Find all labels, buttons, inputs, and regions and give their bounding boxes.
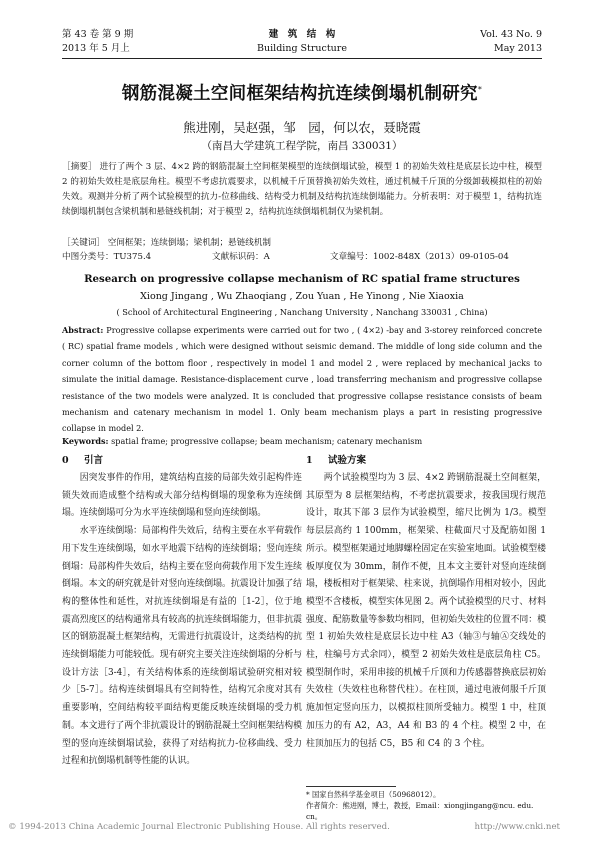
english-title: Research on progressive collapse mechanism of RC spatial frame structures <box>84 273 520 285</box>
title-text: 钢筋混凝土空间框架结构抗连续倒塌机制研究 <box>121 84 478 104</box>
paragraph: 两个试验模型均为 3 层、4×2 跨钢筋混凝土空间框架，其原型为 8 层框架结构，不考虑抗震要求，按我国现行规范设计，取其下部 3 层作为试验模型，缩尺比例为 1/3。模型每层层高约 1 100mm，框架梁、柱截面尺寸及配筋如图 1 所示。模型框架通过地脚螺栓固定在实验室地面。试验模型楼板厚度仅为 30mm，制作不便，且本文主要针对竖向连续倒塌，楼板相对于框架梁、柱来说，抗倒塌作用相对较小，因此模型不含楼板，模型实体见图 2。两个试验模型的尺寸、材料强度、配筋数量等参数均相同，但初始失效柱的位置不同：模型 1 初始失效柱是底层长边中柱 A3（轴③与轴Ⓐ交线处的柱，柱编号方式余同），模型 2 初始失效柱是底层角柱 C5。模型制作时，采用串接的机械千斤顶和力传感器替换底层初始失效柱（失效柱也称替代柱）。在柱顶，通过电液伺服千斤顶施加恒定竖向压力，以模拟柱顶所受轴力。模型 1 中，柱顶加压力的有 A2，A3，A4 和 B3 的 4 个柱。模型 2 中，在柱顶加压力的包括 C5，B5 和 C4 的 3 个柱。 <box>306 473 546 749</box>
section-title: 试验方案 <box>328 455 367 466</box>
header-rule <box>62 58 542 59</box>
paragraph: 因突发事件的作用，建筑结构直接的局部失效引起构件连锁失效而造成整个结构或大部分结构倒塌的现象称为连续倒塌。连续倒塌可分为水平连续倒塌和竖向连续倒塌。 <box>62 473 302 519</box>
article-number: 文章编号：1002-848X（2013）09-0105-04 <box>330 252 509 262</box>
footer-link[interactable]: http://www.cnki.net <box>474 822 560 832</box>
english-keywords-text: spatial frame; progressive collapse; beam mechanism; catenary mechanism <box>111 436 423 446</box>
authors: 熊进刚，吴赵强，邹 园，何以农，聂晓霞 <box>183 120 421 135</box>
affiliation: （南昌大学建筑工程学院，南昌 330031） <box>201 140 403 152</box>
abstract-zh-text: 进行了两个 3 层、4×2 跨的钢筋混凝土空间框架模型的连续倒塌试验，模型 1 的初始失效柱是底层长边中柱，模型 2 的初始失效柱是底层角柱。模型不考虑抗震要求，以机械千斤顶替换初始失效柱，通过机械千斤顶的分级卸载模拟柱的初始失效。观测并分析了两个试验模型的抗力-位移曲线、结构受力机制及结构抗连续倒塌能力。分析表明：对于模型 1，结构抗连续倒塌机制包含梁机制和悬链线机制；对于模型 2，结构抗连续倒塌机制仅为梁机制。 <box>62 162 542 217</box>
section-number: 0 <box>62 455 69 466</box>
header-volume-line: 第 43 卷 第 9 期 <box>62 29 134 40</box>
title-footnote-mark: * <box>477 85 483 95</box>
english-keywords-label: Keywords: <box>62 436 109 446</box>
header-journal-zh: 建 筑 结 构 <box>268 29 336 40</box>
left-column <box>62 452 302 771</box>
english-abstract-text: Progressive collapse experiments were carried out for two , ( 4×2) -bay and 3-storey reinforced concrete ( RC) spatial frame models , which were designed without seismic demand. The middle of long side column and the corner column of the bottom floor , respectively in model 1 and model 2 , were replaced by mechanical jacks to simulate the initial damage. Resistance-displacement curve , load transferring mechanism and progressive collapse resistance of the two models were analyzed. It is concluded that progressive collapse resistance consists of beam mechanism and catenary mechanism in model 1. Only beam mechanism plays a part in resisting progressive collapse in model 2. <box>62 325 543 434</box>
english-abstract <box>62 322 542 437</box>
author-note: 作者简介：熊进刚，博士，教授，Email：xiongjingang@ncu. edu. cn。 <box>306 801 534 821</box>
keywords-zh-label: ［关键词］ <box>62 238 105 248</box>
english-keywords <box>62 434 542 448</box>
section-title: 引言 <box>84 455 104 466</box>
abstract-zh <box>62 160 542 220</box>
header-volume-en <box>480 28 542 56</box>
paragraph: 水平连续倒塌：局部构件失效后，结构主要在水平荷载作用下发生连续倒塌，如水平地震下结构的连续倒塌；竖向连续倒塌：局部构件失效后，结构主要在竖向荷载作用下发生连续倒塌。本文的研究就是针对竖向连续倒塌。抗震设计加强了结构的整体性和延性，对抗连续倒塌是有益的［1-2］，位于地震高烈度区的结构通常具有较高的抗连续倒塌能力，但非抗震区的钢筋混凝土框架结构，无需进行抗震设计，这类结构的抗连续倒塌能力可能较低。现有研究主要关注连续倒塌的分析与设计方法［3-4］，有关结构体系的连续倒塌试验研究相对较少［5-7］。结构连续倒塌具有空间特性，结构冗余度对其有重要影响，空间结构较平面结构更能反映连续倒塌的受力机制。本文进行了两个非抗震设计的钢筋混凝土空间框架结构模型的竖向连续倒塌试验，获得了对结构抗力-位移曲线、受力过程和抗倒塌机制等性能的认识。 <box>62 526 302 767</box>
right-column <box>306 452 546 753</box>
copyright-notice: © 1994-2013 China Academic Journal Electronic Publishing House. All rights reserved. <box>8 822 390 832</box>
header-journal <box>62 28 542 56</box>
header-date-en-line: May 2013 <box>494 43 542 54</box>
english-authors: Xiong Jingang , Wu Zhaoqiang , Zou Yuan , He Yinong , Nie Xiaoxia <box>140 291 464 302</box>
section-heading-intro <box>62 452 302 470</box>
fund-note: * 国家自然科学基金项目（50968012）。 <box>306 790 441 799</box>
keywords-zh <box>62 236 542 251</box>
english-abstract-label: Abstract: <box>62 325 104 335</box>
footnote-rule <box>306 786 396 787</box>
keywords-zh-text: 空间框架；连续倒塌；梁机制；悬链线机制 <box>107 238 272 248</box>
section-number: 1 <box>306 455 313 466</box>
footnotes <box>306 789 546 822</box>
clc-number: 中图分类号：TU375.4 <box>62 252 152 262</box>
running-header <box>62 28 542 58</box>
page-title <box>62 80 542 105</box>
header-journal-en: Building Structure <box>257 43 347 54</box>
document-code: 文献标识码：A <box>212 252 270 262</box>
header-date-line: 2013 年 5 月上 <box>62 43 130 54</box>
abstract-zh-label: ［摘要］ <box>62 162 97 172</box>
header-vol-en-line: Vol. 43 No. 9 <box>480 29 542 40</box>
english-affiliation: ( School of Architectural Engineering , Nanchang University , Nanchang 330031 , China) <box>116 307 488 317</box>
section-heading-test-program <box>306 452 546 470</box>
